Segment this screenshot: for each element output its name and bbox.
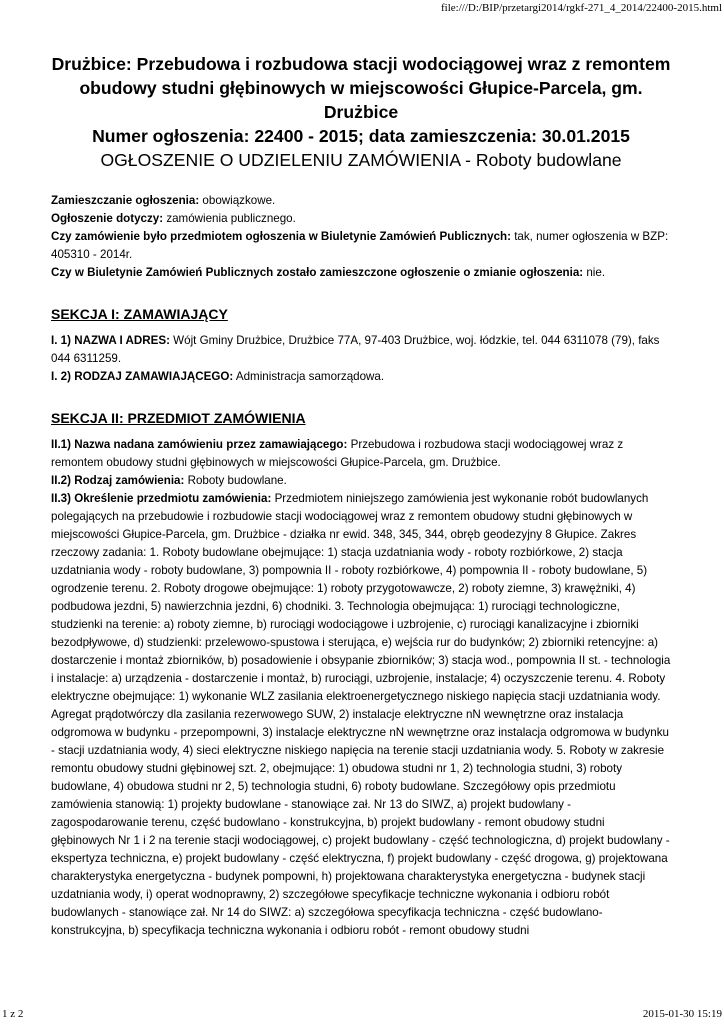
notice-number: Numer ogłoszenia: 22400 - 2015; data zamieszczenia: 30.01.2015	[92, 126, 630, 146]
info-line	[51, 210, 671, 228]
section-item	[51, 472, 671, 490]
info-line	[51, 228, 671, 264]
info-line	[51, 192, 671, 210]
document-content	[51, 52, 671, 940]
section-item	[51, 368, 671, 386]
print-timestamp: 2015-01-30 15:19	[642, 1008, 722, 1020]
section-2-heading: SEKCJA II: PRZEDMIOT ZAMÓWIENIA	[51, 410, 306, 426]
item-label: II.1) Nazwa nadana zamówieniu przez zamawiającego:	[51, 438, 348, 451]
item-value: Przedmiotem niniejszego zamówienia jest wykonanie robót budowlanych polegających na przebudowie i rozbudowie stacji wodociągowej wraz z remontem obudowy studni głębinowych w miejscowości Głupice-Parcela, gm. Drużbice - działka nr ewid. 348, 345, 344, obręb geodezyjny 8 Głupice. Zakres rzeczowy zadania: 1. Roboty budowlane obejmujące: 1) stacja uzdatniania wody - roboty rozbiórkowe, 2) stacja uzdatniania wody - roboty budowlane, 3) pompownia II - roboty rozbiórkowe, 4) pompownia II - roboty budowlane, 5) ogrodzenie terenu. 2. Roboty drogowe obejmujące: 1) roboty przygotowawcze, 2) roboty ziemne, 3) krawężniki, 4) podbudowa jezdni, 5) nawierzchnia jezdni, 6) chodniki. 3. Technologia obejmująca: 1) rurociągi technologiczne, studzienki na terenie: a) roboty ziemne, b) rurociągi wodociągowe i uzbrojenie, c) rurociągi kanalizacyjne i zbiorniki bezodpływowe, d) studzienki: przelewowo-spustowa i sterująca, e) wejścia rur do budynków; 2) zbiorniki retencyjne: a) dostarczenie i montaż zbiorników, b) posadowienie i obsypanie zbiorników; 3) stacja wod., pompownia II st. - technologia i instalacje: a) urządzenia - dostarczenie i montaż, b) rurociągi, uzbrojenie, instalacje; 4) oczyszczenie terenu. 4. Roboty elektryczne obejmujące: 1) wykonanie WLZ zasilania elektroenergetycznego niskiego napięcia stacji uzdatniania wody. Agregat prądotwórczy dla zasilania rezerwowego SUW, 2) instalacje elektryczne nN wewnętrzne oraz instalacja odgromowa w budynku - przepompowni, 3) instalacje elektryczne nN wewnętrzne oraz instalacja odgromowa w budynku - stacji uzdatniania wody, 4) sieci elektryczne niskiego napięcia na terenie stacji uzdatniania wody. 5. Roboty w zakresie remontu obudowy studni głębinowej szt. 2, obejmujące: 1) obudowa studni nr 1, 2) technologia studni, 3) roboty budowlane, 4) obudowa studni nr 2, 5) technologia studni, 6) roboty budowlane. Szczegółowy opis przedmiotu zamówienia stanowią: 1) projekty budowlane - stanowiące zał. Nr 13 do SIWZ, a) projekt budowlany - zagospodarowanie terenu, część budowlano - konstrukcyjna, b) projekt budowlany - remont obudowy studni głębinowych Nr 1 i 2 na terenie stacji wodociągowej, c) projekt budowlany - część technologiczna, d) projekt budowlany - ekspertyza techniczna, e) projekt budowlany - część elektryczna, f) projekt budowlany - część drogowa, g) projektowana charakterystyka energetyczna - budynek pompowni, h) projektowana charakterystyka energetyczna - budynek stacji uzdatniania wody, i) operat wodnoprawny, 2) szczegółowe specyfikacje techniczne wykonania i odbioru robót budowlanych - stanowiące zał. Nr 14 do SIWZ: a) szczegółowa specyfikacja techniczna - część budowlano-konstrukcyjna, b) specyfikacja techniczna wykonania i odbioru robót - remont obudowy studni	[51, 492, 671, 937]
info-line	[51, 264, 671, 282]
section-2-body	[51, 436, 671, 940]
info-value: nie.	[583, 266, 606, 279]
item-label: II.3) Określenie przedmiotu zamówienia:	[51, 492, 272, 505]
section-item	[51, 490, 671, 940]
info-label: Ogłoszenie dotyczy:	[51, 212, 164, 225]
item-label: II.2) Rodzaj zamówienia:	[51, 474, 185, 487]
info-label: Czy w Biuletynie Zamówień Publicznych zostało zamieszczone ogłoszenie o zmianie ogłoszenia:	[51, 266, 584, 279]
item-value: Roboty budowlane.	[184, 474, 287, 487]
page-number: 1 z 2	[2, 1008, 24, 1020]
item-value: Przebudowa i rozbudowa stacji wodociągowej wraz z remontem obudowy studni głębinowych w miejscowości Głupice-Parcela, gm. Drużbice.	[51, 438, 624, 469]
section-item	[51, 436, 671, 472]
item-label: I. 1) NAZWA I ADRES:	[51, 334, 170, 347]
info-value: zamówienia publicznego.	[163, 212, 296, 225]
item-value: Wójt Gminy Drużbice, Drużbice 77A, 97-403 Drużbice, woj. łódzkie, tel. 044 6311078 (79), faks 044 6311259.	[51, 334, 660, 365]
info-value: tak, numer ogłoszenia w BZP: 405310 - 2014r.	[51, 230, 669, 261]
info-label: Zamieszczanie ogłoszenia:	[51, 194, 200, 207]
item-label: I. 2) RODZAJ ZAMAWIAJĄCEGO:	[51, 370, 234, 383]
info-value: obowiązkowe.	[199, 194, 276, 207]
section-item	[51, 332, 671, 368]
notice-title: Drużbice: Przebudowa i rozbudowa stacji wodociągowej wraz z remontem obudowy studni głębinowych w miejscowości Głupice-Parcela, gm. Drużbice	[51, 54, 671, 122]
file-url: file:///D:/BIP/przetargi2014/rgkf-271_4_2014/22400-2015.html	[441, 2, 722, 14]
notice-type: OGŁOSZENIE O UDZIELENIU ZAMÓWIENIA - Roboty budowlane	[100, 150, 622, 170]
section-1-heading: SEKCJA I: ZAMAWIAJĄCY	[51, 306, 228, 322]
info-label: Czy zamówienie było przedmiotem ogłoszenia w Biuletynie Zamówień Publicznych:	[51, 230, 511, 243]
notice-info	[51, 192, 671, 282]
item-value: Administracja samorządowa.	[233, 370, 385, 383]
section-1-body	[51, 332, 671, 386]
